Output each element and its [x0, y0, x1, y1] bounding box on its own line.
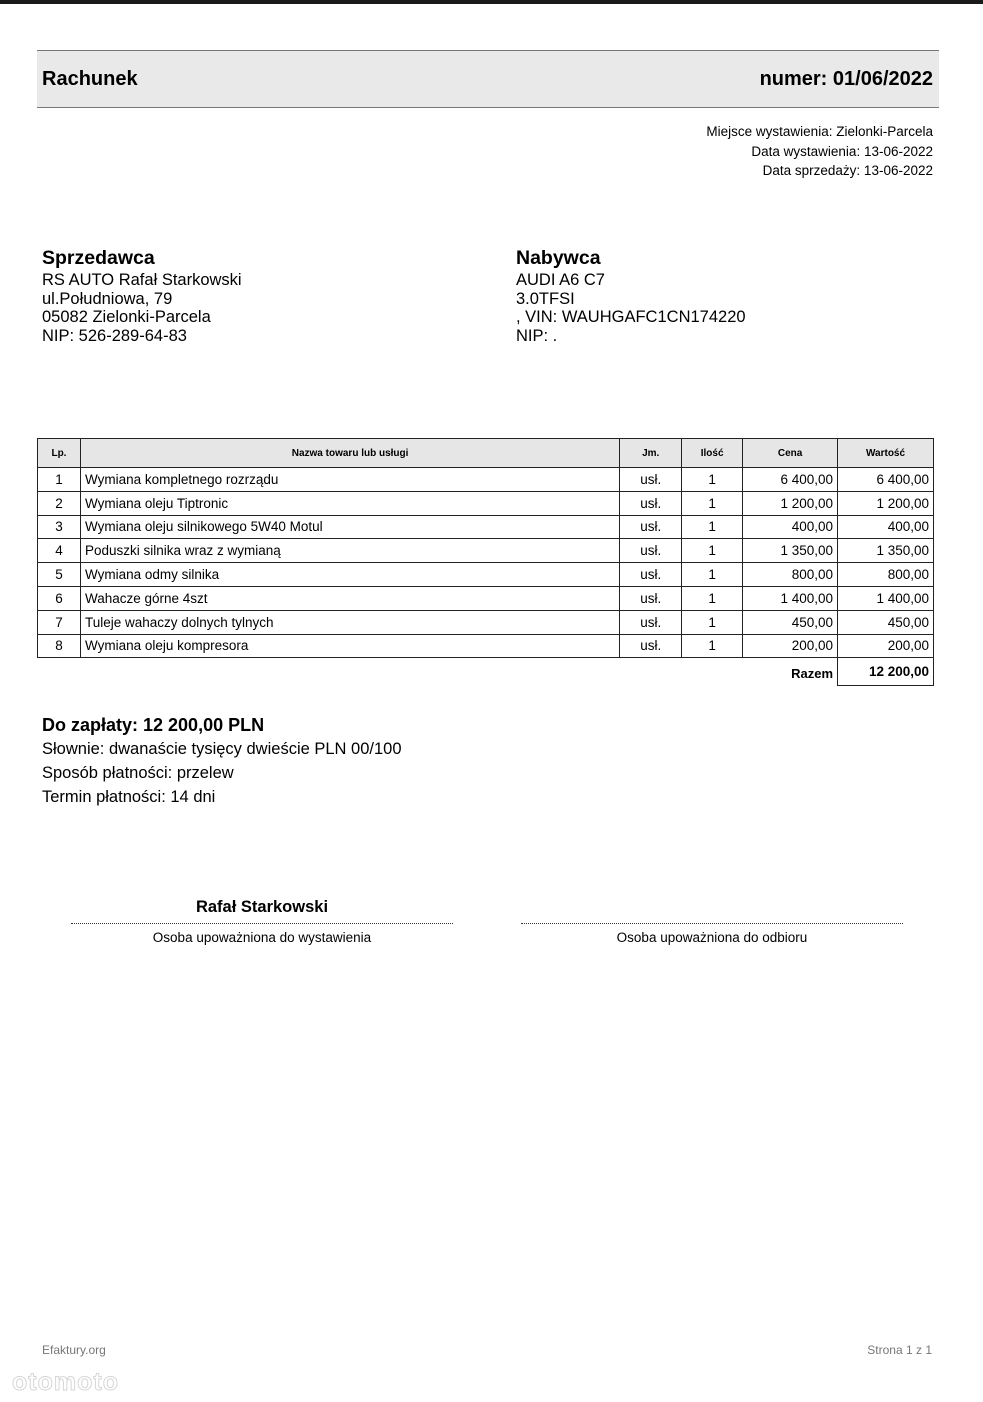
cell-unit: usł.	[620, 491, 682, 515]
cell-lp: 2	[38, 491, 81, 515]
cell-value: 1 400,00	[838, 586, 934, 610]
cell-price: 1 200,00	[743, 491, 838, 515]
sale-date: Data sprzedaży: 13-06-2022	[762, 163, 933, 178]
cell-name: Poduszki silnika wraz z wymianą	[80, 539, 619, 563]
issue-place: Miejsce wystawienia: Zielonki-Parcela	[706, 124, 933, 139]
items-table	[37, 438, 934, 686]
col-header-lp: Lp.	[38, 439, 81, 468]
cell-value: 200,00	[838, 634, 934, 658]
issue-meta	[706, 122, 933, 181]
amount-due: Do zapłaty: 12 200,00 PLN	[42, 715, 265, 735]
cell-lp: 7	[38, 610, 81, 634]
buyer-nip: NIP: .	[516, 327, 558, 346]
receiver-name	[521, 898, 903, 920]
cell-name: Wymiana oleju kompresora	[80, 634, 619, 658]
table-row	[38, 610, 934, 634]
cell-value: 6 400,00	[838, 468, 934, 492]
cell-unit: usł.	[620, 586, 682, 610]
payment-method: Sposób płatności: przelew	[42, 764, 234, 782]
table-row	[38, 563, 934, 587]
table-row	[38, 586, 934, 610]
issuer-signature	[71, 898, 453, 945]
document-title: Rachunek	[42, 68, 138, 90]
col-header-value: Wartość	[838, 439, 934, 468]
receiver-signature	[521, 898, 903, 945]
cell-value: 1 200,00	[838, 491, 934, 515]
footer-source: Efaktury.org	[42, 1343, 106, 1357]
total-value: 12 200,00	[838, 658, 934, 686]
cell-price: 450,00	[743, 610, 838, 634]
cell-qty: 1	[682, 539, 743, 563]
cell-unit: usł.	[620, 634, 682, 658]
buyer-block	[516, 247, 746, 346]
cell-qty: 1	[682, 610, 743, 634]
cell-name: Wymiana oleju Tiptronic	[80, 491, 619, 515]
footer-page-number: Strona 1 z 1	[867, 1343, 932, 1357]
col-header-qty: Ilość	[682, 439, 743, 468]
seller-block	[42, 247, 242, 346]
total-row	[38, 658, 934, 686]
cell-unit: usł.	[620, 610, 682, 634]
cell-qty: 1	[682, 468, 743, 492]
buyer-vin: , VIN: WAUHGAFC1CN174220	[516, 308, 746, 327]
cell-value: 800,00	[838, 563, 934, 587]
issuer-signature-line	[71, 923, 453, 924]
cell-lp: 5	[38, 563, 81, 587]
cell-unit: usł.	[620, 468, 682, 492]
cell-price: 6 400,00	[743, 468, 838, 492]
cell-price: 1 350,00	[743, 539, 838, 563]
seller-street: ul.Południowa, 79	[42, 289, 173, 308]
buyer-heading: Nabywca	[516, 247, 601, 269]
cell-price: 200,00	[743, 634, 838, 658]
col-header-name: Nazwa towaru lub usługi	[80, 439, 619, 468]
cell-unit: usł.	[620, 563, 682, 587]
cell-qty: 1	[682, 515, 743, 539]
col-header-price: Cena	[743, 439, 838, 468]
cell-name: Wymiana oleju silnikowego 5W40 Motul	[80, 515, 619, 539]
cell-name: Wymiana kompletnego rozrządu	[80, 468, 619, 492]
receiver-signature-line	[521, 923, 903, 924]
table-row	[38, 468, 934, 492]
seller-nip: NIP: 526-289-64-83	[42, 327, 187, 346]
watermark: otomoto	[12, 1368, 119, 1396]
payment-term: Termin płatności: 14 dni	[42, 788, 216, 806]
cell-unit: usł.	[620, 515, 682, 539]
cell-name: Tuleje wahaczy dolnych tylnych	[80, 610, 619, 634]
cell-unit: usł.	[620, 539, 682, 563]
table-row	[38, 539, 934, 563]
buyer-engine: 3.0TFSI	[516, 289, 575, 308]
cell-name: Wymiana odmy silnika	[80, 563, 619, 587]
cell-lp: 4	[38, 539, 81, 563]
receiver-caption: Osoba upoważniona do odbioru	[616, 930, 808, 945]
buyer-name: AUDI A6 C7	[516, 271, 605, 289]
cell-qty: 1	[682, 634, 743, 658]
cell-value: 400,00	[838, 515, 934, 539]
cell-qty: 1	[682, 586, 743, 610]
top-strip	[0, 0, 983, 4]
cell-value: 1 350,00	[838, 539, 934, 563]
seller-name: RS AUTO Rafał Starkowski	[42, 271, 242, 289]
cell-price: 400,00	[743, 515, 838, 539]
table-row	[38, 491, 934, 515]
issuer-caption: Osoba upoważniona do wystawienia	[152, 930, 372, 945]
table-row	[38, 515, 934, 539]
cell-name: Wahacze górne 4szt	[80, 586, 619, 610]
cell-price: 1 400,00	[743, 586, 838, 610]
amount-in-words: Słownie: dwanaście tysięcy dwieście PLN 00/100	[42, 740, 402, 758]
cell-lp: 1	[38, 468, 81, 492]
cell-qty: 1	[682, 491, 743, 515]
cell-lp: 8	[38, 634, 81, 658]
cell-lp: 3	[38, 515, 81, 539]
cell-value: 450,00	[838, 610, 934, 634]
cell-qty: 1	[682, 563, 743, 587]
total-label: Razem	[791, 665, 834, 681]
cell-price: 800,00	[743, 563, 838, 587]
table-row	[38, 634, 934, 658]
title-bar	[37, 50, 939, 108]
table-header-row	[38, 439, 934, 468]
issue-date: Data wystawienia: 13-06-2022	[751, 143, 933, 159]
col-header-unit: Jm.	[620, 439, 682, 468]
seller-city: 05082 Zielonki-Parcela	[42, 308, 211, 327]
payment-block	[42, 713, 402, 809]
seller-heading: Sprzedawca	[42, 247, 155, 269]
cell-lp: 6	[38, 586, 81, 610]
issuer-name: Rafał Starkowski	[195, 898, 329, 916]
document-number: numer: 01/06/2022	[759, 68, 933, 90]
